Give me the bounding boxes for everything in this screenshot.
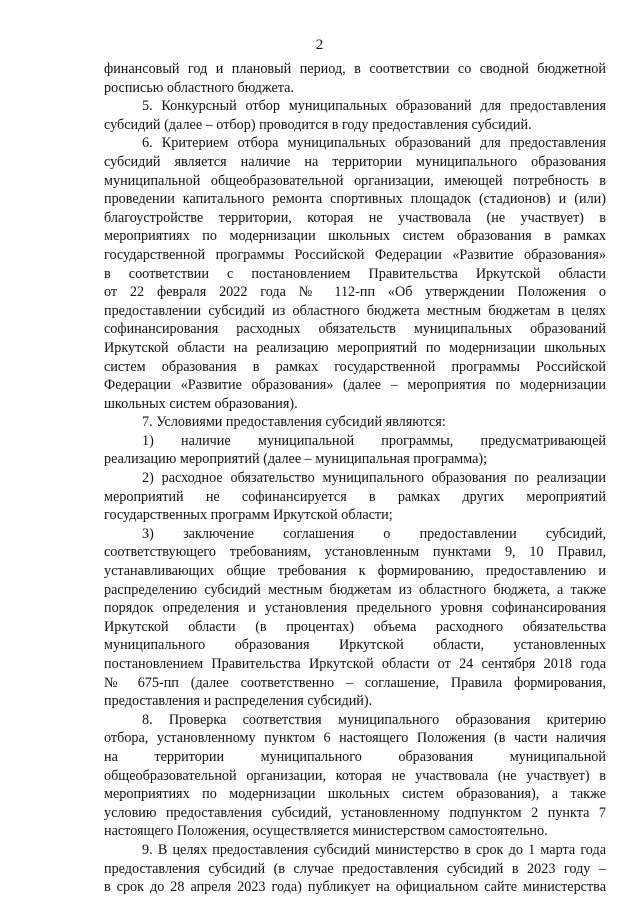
text-line: субсидий (далее – отбор) проводится в году предоставления субсидий. — [104, 116, 532, 133]
text-line: реализацию мероприятий (далее – муниципальная программа); — [104, 451, 488, 468]
text-line: распределению субсидий местным бюджетам из областного бюджета, а также — [104, 581, 606, 598]
text-line: устанавливающих общие требования к формированию, предоставлению и — [104, 563, 606, 580]
paragraph-p-7-2 — [104, 469, 606, 525]
text-line: 6. Критерием отбора муниципальных образований для предоставления — [142, 135, 606, 152]
text-line: Федерации «Развитие образования» (далее – мероприятия по модернизации — [104, 377, 606, 394]
text-line: предоставления субсидий (в случае предоставления субсидий в 2023 году – — [104, 860, 606, 877]
text-line: Иркутской области на реализацию мероприятий по модернизации школьных — [104, 339, 606, 356]
text-line: проведении капитального ремонта спортивных площадок (стадионов) и (или) — [104, 191, 606, 208]
text-line: от 22 февраля 2022 года № 112-пп «Об утверждении Положения о — [104, 284, 606, 301]
paragraph-p-continuation — [104, 60, 606, 97]
page-number: 2 — [315, 37, 324, 53]
text-line: мероприятиях по модернизации школьных систем образования), а также — [104, 786, 606, 803]
text-line: № 675-пп (далее соответственно – соглашение, Правила формирования, — [104, 674, 606, 691]
text-line: мероприятий не софинансируется в рамках других мероприятий — [104, 488, 606, 505]
text-line: 1) наличие муниципальной программы, предусматривающей — [142, 432, 606, 449]
paragraph-p-5 — [104, 97, 606, 134]
text-line: муниципального образования Иркутской области, установленных — [104, 637, 606, 654]
text-line: предоставлении субсидий из областного бюджета местным бюджетам в целях — [104, 302, 606, 319]
text-line: 3) заключение соглашения о предоставлении субсидий, — [142, 525, 606, 542]
text-line: государственной программы Российской Федерации «Развитие образования» — [104, 246, 606, 263]
paragraph-p-7 — [104, 413, 606, 432]
text-line: 9. В целях предоставления субсидий министерство в срок до 1 марта года — [142, 841, 606, 858]
text-line: муниципальной общеобразовательной организации, имеющей потребность в — [104, 172, 606, 189]
text-line: постановлением Правительства Иркутской области от 24 сентября 2018 года — [104, 656, 606, 672]
paragraph-p-9 — [104, 841, 606, 897]
text-line: 5. Конкурсный отбор муниципальных образований для предоставления — [142, 98, 606, 115]
text-line: систем образования в рамках государственной программы Российской — [104, 358, 606, 375]
text-line: предоставления и распределения субсидий). — [104, 693, 373, 710]
text-line: условию предоставления субсидий, установленному подпунктом 2 пункта 7 — [104, 804, 606, 821]
paragraph-p-7-3 — [104, 525, 606, 711]
text-line: в соответствии с постановлением Правительства Иркутской области — [104, 265, 606, 282]
text-line: финансовый год и плановый период, в соответствии со сводной бюджетной — [104, 61, 606, 77]
text-line: соответствующего требованиям, установленным пунктами 9, 10 Правил, — [104, 544, 606, 561]
text-line: в срок до 28 апреля 2023 года) публикует на официальном сайте министерства — [104, 879, 606, 896]
text-line: на территории муниципального образования муниципальной — [104, 748, 606, 765]
paragraph-p-6 — [104, 134, 606, 413]
text-line: общеобразовательной организации, которая не участвовала (не участвует) в — [104, 767, 606, 784]
paragraph-p-7-1 — [104, 432, 606, 469]
text-line: росписью областного бюджета. — [104, 79, 295, 96]
text-line: 8. Проверка соответствия муниципального образования критерию — [142, 711, 606, 728]
text-line: государственных программ Иркутской области; — [104, 507, 393, 524]
text-line: мероприятиях по модернизации школьных систем образования в рамках — [104, 228, 606, 245]
text-line: 2) расходное обязательство муниципального образования по реализации — [142, 470, 606, 487]
text-line: 7. Условиями предоставления субсидий являются: — [142, 414, 446, 431]
document-body — [104, 60, 606, 897]
text-line: субсидий является наличие на территории муниципального образования — [104, 153, 606, 170]
text-line: софинансирования расходных обязательств муниципальных образований — [104, 321, 606, 338]
text-line: отбора, установленному пунктом 6 настоящего Положения (в части наличия — [104, 730, 606, 747]
text-line: благоустройстве территории, которая не участвовала (не участвует) в — [104, 209, 606, 226]
text-line: Иркутской области (в процентах) объема расходного обязательства — [104, 618, 606, 635]
text-line: настоящего Положения, осуществляется министерством самостоятельно. — [104, 823, 548, 840]
text-line: школьных систем образования). — [104, 395, 298, 412]
paragraph-p-8 — [104, 711, 606, 841]
text-line: порядок определения и установления предельного уровня софинансирования — [104, 600, 606, 617]
